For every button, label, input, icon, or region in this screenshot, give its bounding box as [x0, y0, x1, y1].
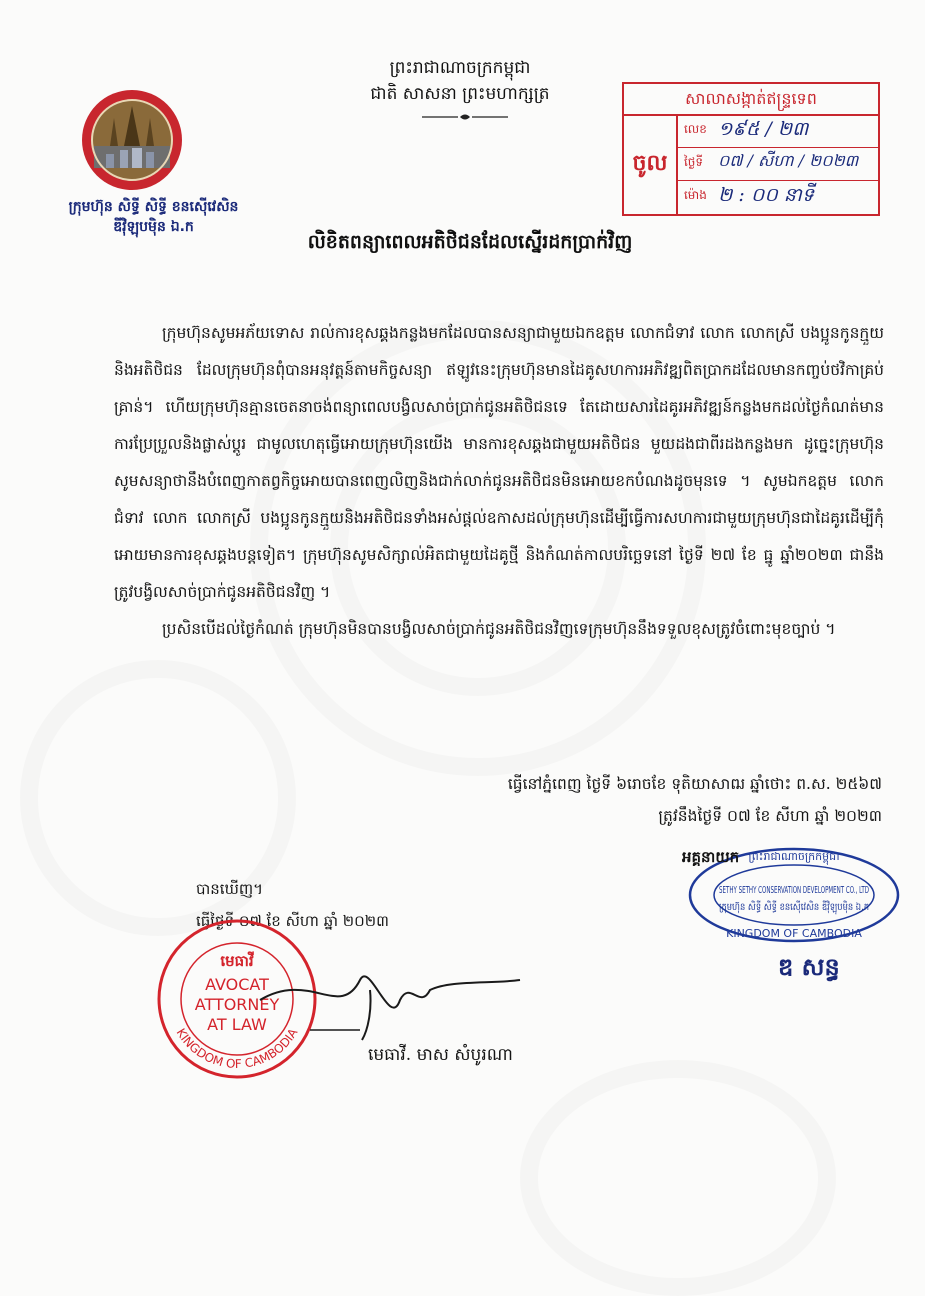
received-stamp-side-label: ចូល: [624, 114, 678, 214]
received-row-date: [678, 148, 878, 181]
kingdom-header: [330, 55, 590, 107]
signature-icon: [250, 960, 530, 1050]
seal-line2: ATTORNEY: [194, 995, 280, 1014]
lawyer-name: មេធាវី. មាស សំបូរណា: [368, 1045, 513, 1065]
seal-top-text: ព្រះរាជាណាចក្រកម្ពុជា: [748, 850, 840, 863]
received-row-label: លេខ: [684, 122, 707, 136]
received-row-value: ០៧ / សីហា / ២០២៣: [718, 151, 859, 170]
body-paragraph-2: ប្រសិនបើដល់ថ្ងៃកំណត់ ក្រុមហ៊ុនមិនបានបង្វិលសាច់ប្រាក់ជូនអតិថិជនវិញទេក្រុមហ៊ុននឹងទទួលខុសត្រូវចំពោះមុខច្បាប់ ។: [162, 620, 836, 638]
seal-en-text: SETHY SETHY CONSERVATION DEVELOPMENT CO., LTD: [719, 885, 870, 896]
company-name-line2: ឌីវ៉ិឡុបម៉ិន ឯ.ក: [113, 219, 194, 235]
received-row-value: ១៩៥ / ២៣: [718, 118, 809, 140]
company-name-line1: ក្រុមហ៊ុន សិទ្ធី សិទ្ធី ខនស៊ើវេសិន: [68, 199, 239, 215]
kingdom-title: ព្រះរាជាណាចក្រកម្ពុជា: [389, 58, 531, 78]
lawyer-date: ធ្វើថ្ងៃទី ០៧ ខែ សីហា ឆ្នាំ ២០២៣: [196, 912, 389, 930]
received-stamp-title: សាលាសង្កាត់ឥន្ទ្រទេព: [624, 84, 878, 116]
seal-line3: AT LAW: [207, 1015, 267, 1034]
received-row-label: ម៉ោង: [684, 188, 707, 202]
received-row-label: ថ្ងៃទី: [684, 155, 704, 169]
received-stamp: [622, 82, 880, 216]
seal-country-text: KINGDOM OF CAMBODIA: [726, 927, 862, 940]
seal-kh-text: មេធាវី: [220, 952, 254, 970]
body-paragraph-1: ក្រុមហ៊ុនសូមអភ័យទោស រាល់ការខុសឆ្គងកន្លងមកដែលបានសន្យាជាមួយឯកឧត្តម លោកជំទាវ លោក លោកស្រី បងប្អូនកូនក្មួយនិងអតិថិជន ដែលក្រុមហ៊ុនពុំបានអនុវត្តន៍តាមកិច្ចសន្យា ឥឡូវនេះក្រុមហ៊ុនមានដៃគូសហការអភិវឌ្ឍពិតប្រាកដដែលមានកញ្ចប់ថវិកាគ្រប់គ្រាន់។ ហើយក្រុមហ៊ុនគ្មានចេតនាចង់ពន្យាពេលបង្វិលសាច់ប្រាក់ជូនអតិថិជនទេ តែដោយសារដៃគូរអភិវឌ្ឍន៍កន្លងមកដល់ថ្ងៃកំណត់មានការប្រែប្រួលនិងផ្លាស់ប្តូរ ជាមូលហេតុធ្វើអោយក្រុមហ៊ុនយើង មានការខុសឆ្គងជាមួយអតិថិជន មួយដងជាពីរដងកន្លងមក ដូច្នេះក្រុមហ៊ុនសូមសន្យាថានឹងបំពេញកាតព្វកិច្ចអោយបានពេញលិញនិងជាក់លាក់ជូនអតិថិជនមិនអោយខកបំណងដូចមុនទេ ។ សូមឯកឧត្តម លោកជំទាវ លោក លោកស្រី បងប្អូនកូនក្មួយនិងអតិថិជនទាំងអស់ផ្តល់ឧកាសដល់ក្រុមហ៊ុនដើម្បីធ្វើការសហការជាមួយក្រុមហ៊ុនជាដៃគូរដើម្បីកុំអោយមានការខុសឆ្គងបន្តទៀត។ ក្រុមហ៊ុនសូមសិក្សាល់អិតជាមួយដៃគូថ្មី និងកំណត់កាលបរិច្ឆេទនៅ ថ្ងៃទី ២៧ ខែ ធ្នូ ឆ្នាំ២០២៣ ជានឹងត្រូវបង្វិលសាច់ប្រាក់ជូនអតិថិជនវិញ ។: [114, 324, 884, 601]
kingdom-motto: ជាតិ សាសនា ព្រះមហាក្សត្រ: [370, 84, 550, 104]
director-name: ឌ សន្ធ: [778, 953, 840, 981]
document-title: លិខិតពន្យាពេលអតិថិជនដែលស្នើរដកប្រាក់វិញ: [307, 231, 633, 253]
received-row-value: ២ : ០០ នាទី: [718, 184, 814, 206]
director-title: អគ្គនាយក: [682, 848, 740, 866]
header-ornament-icon: [420, 112, 510, 122]
received-row-time: [678, 181, 878, 213]
lunar-date: ធ្វើនៅភ្នំពេញ ថ្ងៃទី ៦រោចខែ ទុតិយាសាឍ ឆ្នាំថោះ ព.ស. ២៥៦៧: [507, 775, 882, 793]
seal-company-text: ក្រុមហ៊ុន សិទ្ធី សិទ្ធី ខនស៊ើវេសិន ឌីវ៉ិឡុបម៉ិន ឯ.ក: [719, 902, 900, 913]
solar-date: ត្រូវនឹងថ្ងៃទី ០៧ ខែ សីហា ឆ្នាំ ២០២៣: [658, 807, 882, 825]
received-row-number: [678, 115, 878, 148]
seal-ring-path: KINGDOM OF CAMBODIA: [173, 1025, 301, 1072]
document-body: [114, 315, 884, 648]
date-block: [342, 768, 882, 832]
company-logo-icon: [80, 88, 184, 192]
seal-line1: AVOCAT: [205, 975, 269, 994]
watermark-ring: [520, 1060, 836, 1296]
seen-label: បានឃើញ។: [196, 880, 264, 898]
